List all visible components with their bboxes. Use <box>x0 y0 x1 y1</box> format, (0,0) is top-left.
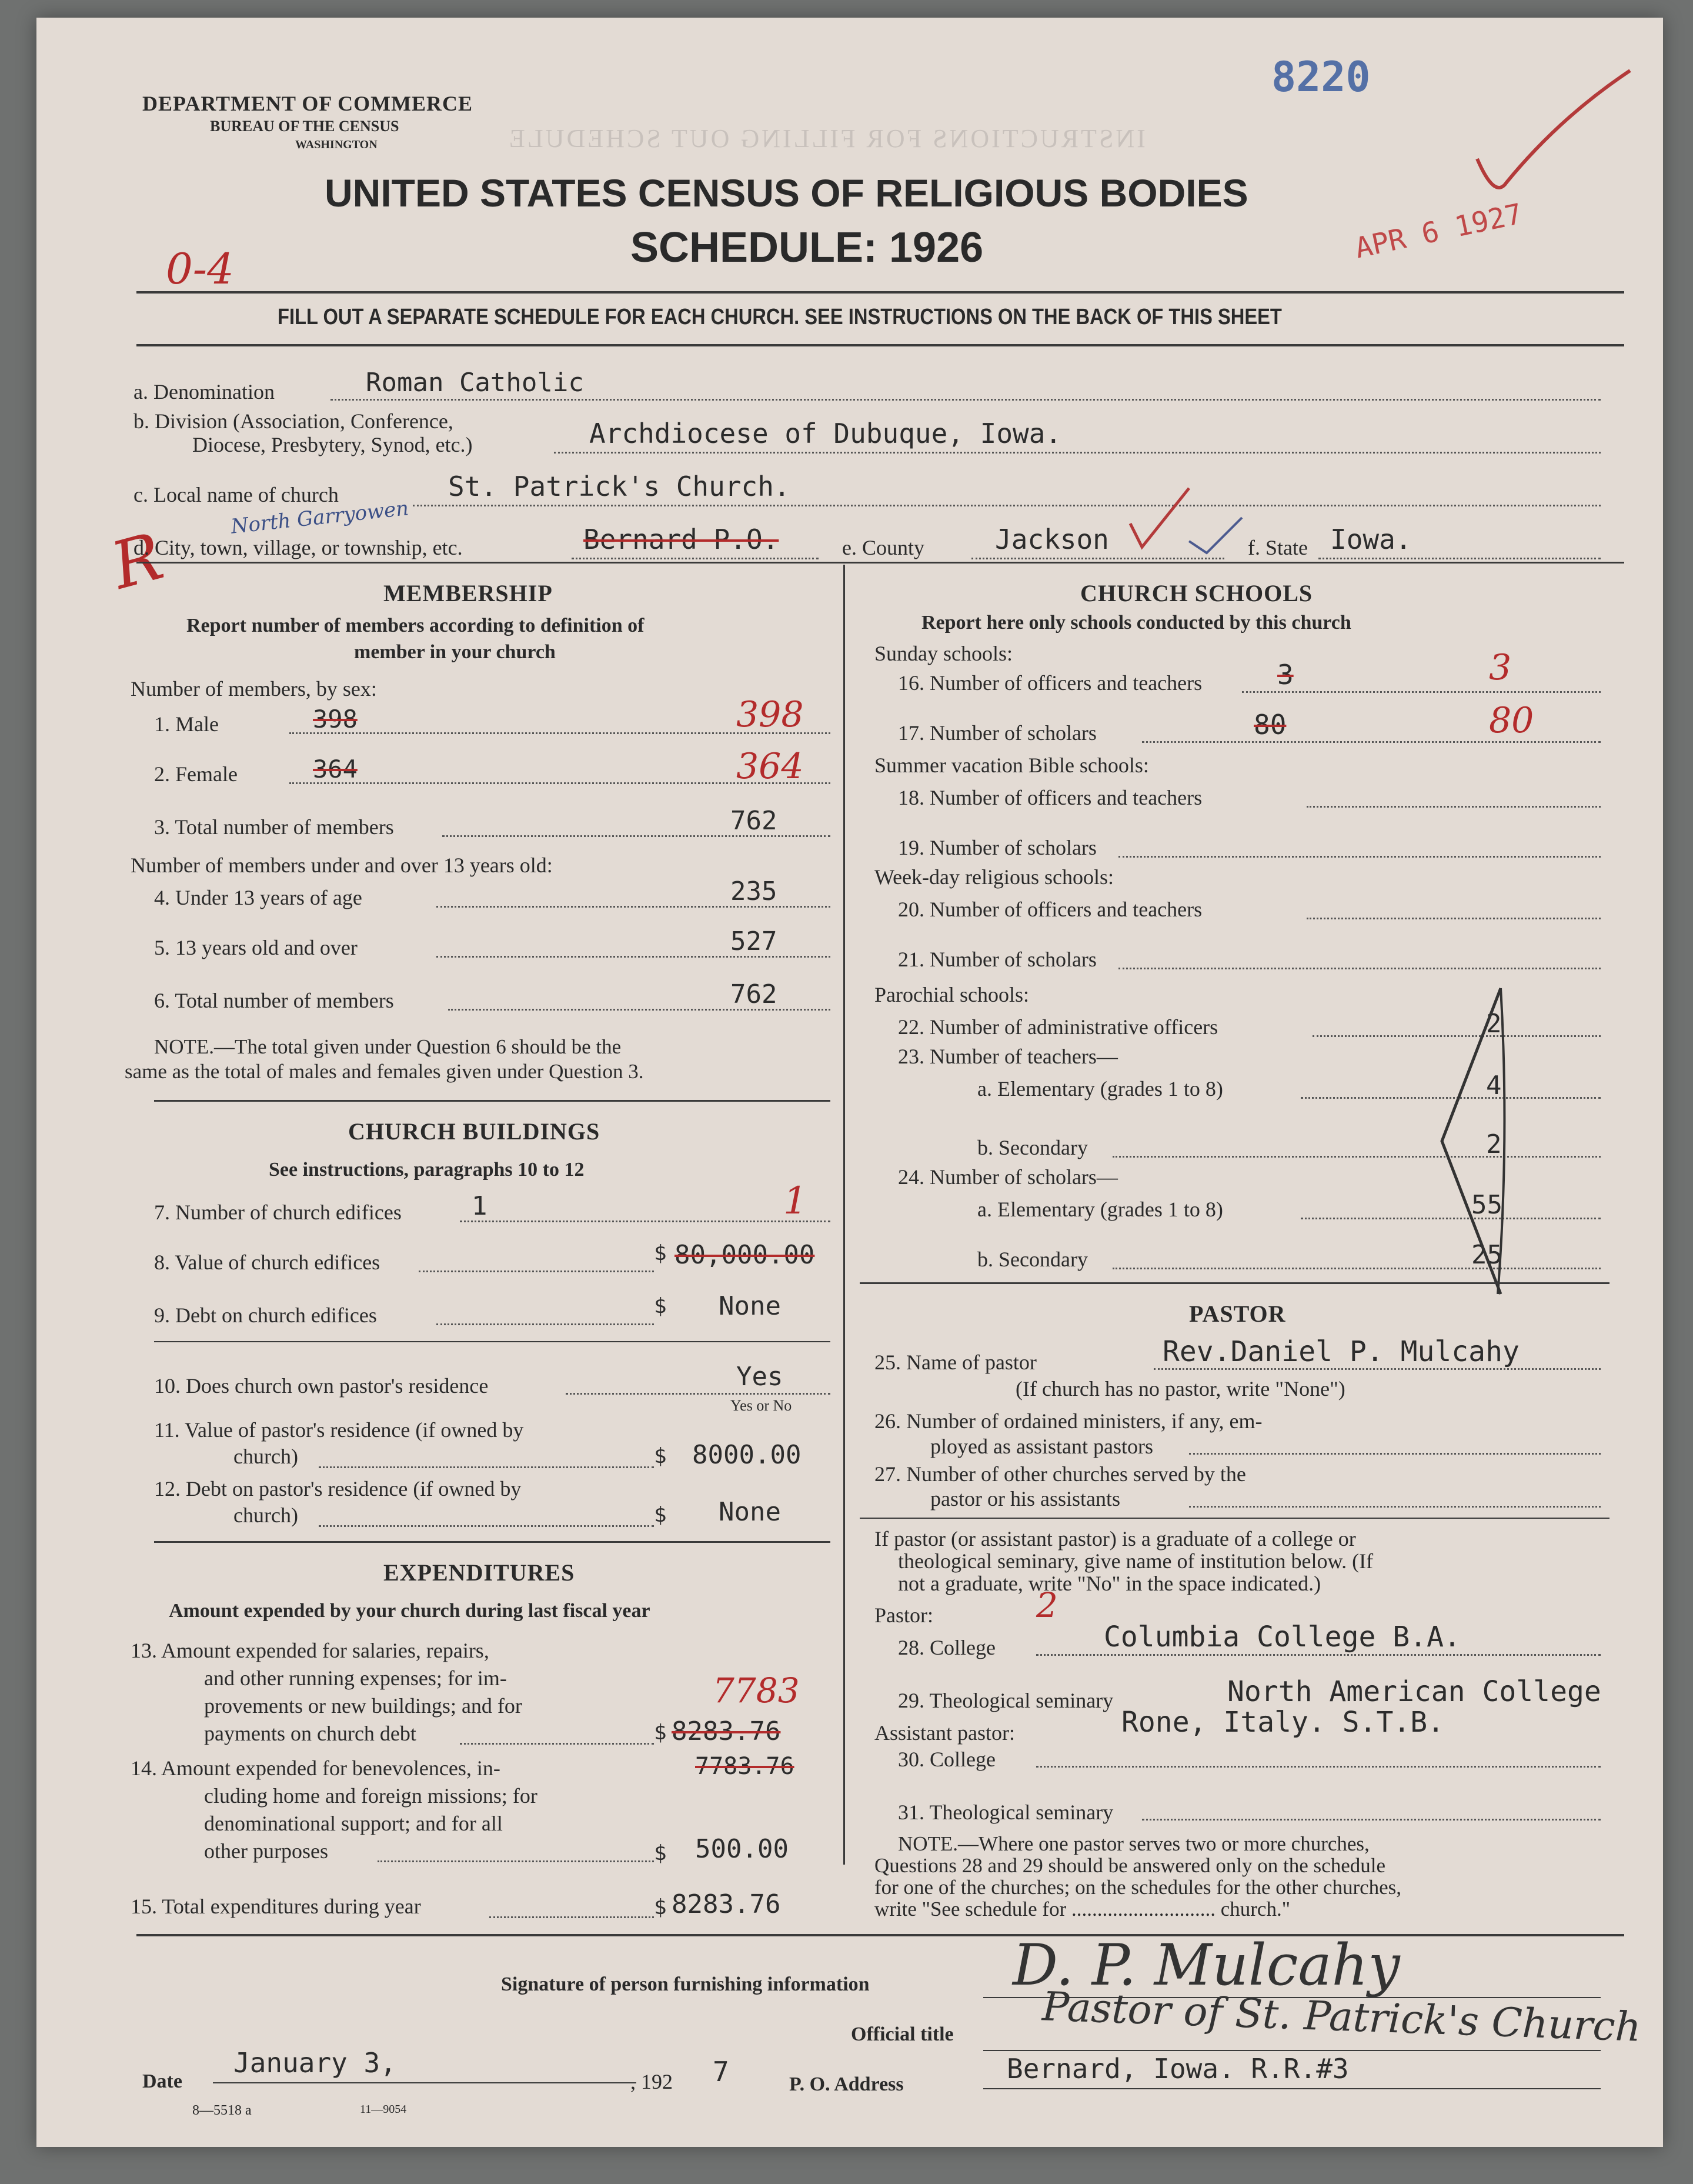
q12-label-1: 12. Debt on pastor's residence (if owned by <box>154 1477 522 1501</box>
pastor-note-1: NOTE.—Where one pastor serves two or more churches, <box>898 1832 1370 1855</box>
q28-label: 28. College <box>898 1636 996 1659</box>
state-value: Iowa. <box>1330 524 1412 555</box>
by-sex-label: Number of members, by sex: <box>131 677 377 701</box>
q13-line-1: 13. Amount expended for salaries, repairs, <box>131 1639 489 1662</box>
q11-label-1: 11. Value of pastor's residence (if owned by <box>154 1418 524 1442</box>
q22-value: 2 <box>1486 1009 1502 1039</box>
q23b-label: b. Secondary <box>977 1136 1088 1159</box>
bleed-through-heading: INSTRUCTIONS FOR FILLING OUT SCHEDULE <box>507 124 1146 153</box>
signature-label: Signature of person furnishing information <box>501 1973 870 1995</box>
q19-label: 19. Number of scholars <box>898 836 1097 859</box>
weekday-label: Week-day religious schools: <box>874 865 1114 889</box>
pastor-title: PASTOR <box>1189 1301 1286 1327</box>
graduate-instr-3: not a graduate, write "No" in the space indicated.) <box>898 1572 1321 1595</box>
q23-label: 23. Number of teachers— <box>898 1045 1118 1068</box>
pastor-handwritten: 2 <box>1036 1585 1058 1625</box>
q10-hint: Yes or No <box>730 1397 792 1414</box>
membership-sub-2: member in your church <box>354 641 556 663</box>
q30-label: 30. College <box>898 1748 996 1771</box>
q20-label: 20. Number of officers and teachers <box>898 898 1203 921</box>
q9-value: None <box>719 1291 781 1321</box>
handwritten-township: North Garryowen <box>229 496 410 539</box>
sunday-label: Sunday schools: <box>874 642 1013 665</box>
q18-label: 18. Number of officers and teachers <box>898 786 1203 809</box>
q22-label: 22. Number of administrative officers <box>898 1015 1218 1039</box>
received-date-stamp: APR 6 1927 <box>1352 197 1525 265</box>
q25-value: Rev.Daniel P. Mulcahy <box>1163 1335 1520 1368</box>
signature-value: D. P. Mulcahy <box>1013 1932 1400 1998</box>
q24a-label: a. Elementary (grades 1 to 8) <box>977 1198 1223 1221</box>
q6-value: 762 <box>730 979 777 1009</box>
year-digit: 7 <box>713 2056 729 2088</box>
q12-label-2: church) <box>233 1503 298 1527</box>
schools-title: CHURCH SCHOOLS <box>1080 580 1313 606</box>
membership-note-1: NOTE.—The total given under Question 6 should be the <box>154 1035 622 1058</box>
schools-sub: Report here only schools conducted by this church <box>921 612 1351 633</box>
q15-value: 8283.76 <box>672 1889 781 1919</box>
q2-typed: 364 <box>313 755 358 783</box>
pastor-note-2: Questions 28 and 29 should be answered only on the schedule <box>874 1854 1386 1877</box>
q8-value: 80,000.00 <box>674 1240 815 1270</box>
membership-title: MEMBERSHIP <box>383 580 553 606</box>
county-check-icon <box>1118 482 1248 559</box>
q17-label: 17. Number of scholars <box>898 721 1097 745</box>
buildings-sub: See instructions, paragraphs 10 to 12 <box>269 1159 585 1181</box>
parochial-label: Parochial schools: <box>874 983 1029 1006</box>
q21-label: 21. Number of scholars <box>898 948 1097 971</box>
q13-handwritten: 7783 <box>713 1670 800 1710</box>
q29-label: 29. Theological seminary <box>898 1689 1114 1712</box>
q6-label: 6. Total number of members <box>154 989 394 1012</box>
church-name-label: c. Local name of church <box>133 483 339 506</box>
q15-dollar: $ <box>654 1895 667 1919</box>
pastor-note-4: write "See schedule for ............................ church." <box>874 1898 1291 1920</box>
q4-value: 235 <box>730 876 777 906</box>
q8-dollar: $ <box>654 1241 667 1265</box>
q31-label: 31. Theological seminary <box>898 1800 1114 1824</box>
q3-value: 762 <box>730 806 777 836</box>
q11-value: 8000.00 <box>692 1440 802 1470</box>
q25-hint: (If church has no pastor, write "None") <box>1016 1377 1345 1401</box>
county-value: Jackson <box>995 524 1109 555</box>
print-number: 11—9054 <box>360 2103 407 2116</box>
q16-typed: 3 <box>1277 659 1294 691</box>
q12-dollar: $ <box>654 1503 667 1527</box>
file-number-stamp: 8220 <box>1271 53 1371 101</box>
year-prefix: , 192 <box>630 2070 673 2093</box>
q14-value: 500.00 <box>695 1834 789 1864</box>
q1-handwritten: 398 <box>736 694 804 735</box>
q13-line-3: provements or new buildings; and for <box>204 1694 522 1718</box>
date-value: January 3, <box>233 2047 396 2079</box>
q1-label: 1. Male <box>154 712 219 736</box>
q29-value: North American College <box>1227 1675 1601 1708</box>
q23b-value: 2 <box>1486 1129 1502 1159</box>
q25-label: 25. Name of pastor <box>874 1351 1037 1374</box>
q14-dollar: $ <box>654 1841 667 1865</box>
q7-value: 1 <box>472 1191 487 1221</box>
q24-label: 24. Number of scholars— <box>898 1165 1118 1189</box>
membership-sub-1: Report number of members according to definition of <box>186 615 645 636</box>
q26-line-2: ployed as assistant pastors <box>930 1435 1153 1458</box>
denomination-value: Roman Catholic <box>366 368 584 398</box>
schedule-year: SCHEDULE: 1926 <box>630 224 984 271</box>
q2-label: 2. Female <box>154 762 238 786</box>
q24b-value: 25 <box>1471 1240 1502 1270</box>
q23a-label: a. Elementary (grades 1 to 8) <box>977 1077 1223 1101</box>
q8-label: 8. Value of church edifices <box>154 1251 380 1274</box>
q13-line-2: and other running expenses; for im- <box>204 1666 507 1690</box>
official-title-value: Pastor of St. Patrick's Church <box>1041 1983 1642 2051</box>
q23a-value: 4 <box>1486 1071 1502 1101</box>
handwritten-code: 0-4 <box>166 244 234 294</box>
checkmark-icon <box>1471 65 1636 212</box>
q27-line-2: pastor or his assistants <box>930 1487 1120 1511</box>
q29-continued: Rone, Italy. S.T.B. <box>1121 1706 1445 1739</box>
q28-value: Columbia College B.A. <box>1104 1621 1461 1653</box>
q16-label: 16. Number of officers and teachers <box>898 671 1203 695</box>
q4-label: 4. Under 13 years of age <box>154 886 362 909</box>
pastor-label: Pastor: <box>874 1603 934 1627</box>
q2-handwritten: 364 <box>736 746 804 787</box>
q3-label: 3. Total number of members <box>154 815 394 839</box>
q9-label: 9. Debt on church edifices <box>154 1303 377 1327</box>
q13-typed: 8283.76 <box>672 1716 781 1746</box>
q24b-label: b. Secondary <box>977 1248 1088 1271</box>
q10-label: 10. Does church own pastor's residence <box>154 1374 489 1398</box>
q7-label: 7. Number of church edifices <box>154 1201 402 1224</box>
q5-value: 527 <box>730 926 777 956</box>
expenditures-sub: Amount expended by your church during last fiscal year <box>169 1600 650 1622</box>
summer-label: Summer vacation Bible schools: <box>874 753 1149 777</box>
date-label: Date <box>142 2070 182 2092</box>
department-name: DEPARTMENT OF COMMERCE <box>142 92 473 115</box>
division-label-2: Diocese, Presbytery, Synod, etc.) <box>192 433 473 456</box>
bureau-city: WASHINGTON <box>295 138 378 151</box>
q15-label: 15. Total expenditures during year <box>131 1895 421 1918</box>
q14-line-1: 14. Amount expended for benevolences, in- <box>131 1756 500 1780</box>
membership-note-2: same as the total of males and females given under Question 3. <box>125 1060 644 1083</box>
q14-typed: 7783.76 <box>695 1753 794 1780</box>
fill-out-instruction: FILL OUT A SEPARATE SCHEDULE FOR EACH CHURCH. SEE INSTRUCTIONS ON THE BACK OF THIS SHEET <box>278 305 1282 329</box>
q14-line-2: cluding home and foreign missions; for <box>204 1784 537 1808</box>
city-value: Bernard P.O. <box>583 524 779 555</box>
official-title-label: Official title <box>851 2023 954 2045</box>
bureau-name: BUREAU OF THE CENSUS <box>210 118 399 135</box>
q17-handwritten: 80 <box>1489 700 1534 741</box>
q14-line-4: other purposes <box>204 1839 328 1863</box>
state-label: f. State <box>1248 536 1308 559</box>
q1-typed: 398 <box>313 705 358 733</box>
expenditures-title: EXPENDITURES <box>383 1559 575 1586</box>
q5-label: 5. 13 years old and over <box>154 936 358 959</box>
q13-dollar: $ <box>654 1720 667 1745</box>
division-value: Archdiocese of Dubuque, Iowa. <box>589 418 1062 449</box>
pastor-note-3: for one of the churches; on the schedules for the other churches, <box>874 1876 1402 1899</box>
church-name-value: St. Patrick's Church. <box>448 471 790 502</box>
po-address-label: P. O. Address <box>789 2073 904 2095</box>
form-number: 8—5518 a <box>192 2103 252 2118</box>
graduate-instr-1: If pastor (or assistant pastor) is a graduate of a college or <box>874 1527 1356 1551</box>
q12-value: None <box>719 1497 781 1527</box>
q27-line-1: 27. Number of other churches served by the <box>874 1462 1246 1486</box>
q26-line-1: 26. Number of ordained ministers, if any, em- <box>874 1409 1263 1433</box>
q11-label-2: church) <box>233 1445 298 1468</box>
q14-line-3: denominational support; and for all <box>204 1812 503 1835</box>
city-label: d. City, town, village, or township, etc. <box>133 536 463 559</box>
form-title: UNITED STATES CENSUS OF RELIGIOUS BODIES <box>325 171 1248 215</box>
q10-value: Yes <box>736 1362 783 1392</box>
q9-dollar: $ <box>654 1294 667 1318</box>
graduate-instr-2: theological seminary, give name of institution below. (If <box>898 1549 1374 1573</box>
assistant-label: Assistant pastor: <box>874 1721 1015 1745</box>
county-label: e. County <box>842 536 924 559</box>
q17-typed: 80 <box>1254 709 1287 741</box>
q16-handwritten: 3 <box>1489 647 1512 688</box>
q13-line-4: payments on church debt <box>204 1722 416 1745</box>
census-schedule-sheet <box>36 18 1663 2147</box>
buildings-title: CHURCH BUILDINGS <box>348 1118 600 1145</box>
po-address-value: Bernard, Iowa. R.R.#3 <box>1007 2053 1349 2085</box>
under-over-label: Number of members under and over 13 years old: <box>131 853 553 877</box>
bracket-mark-icon <box>1430 976 1548 1306</box>
q24a-value: 55 <box>1471 1190 1502 1220</box>
q11-dollar: $ <box>654 1444 667 1468</box>
division-label-1: b. Division (Association, Conference, <box>133 409 453 433</box>
handwritten-r-mark: R <box>103 518 171 604</box>
denomination-label: a. Denomination <box>133 380 275 404</box>
q7-handwritten: 1 <box>783 1179 807 1223</box>
